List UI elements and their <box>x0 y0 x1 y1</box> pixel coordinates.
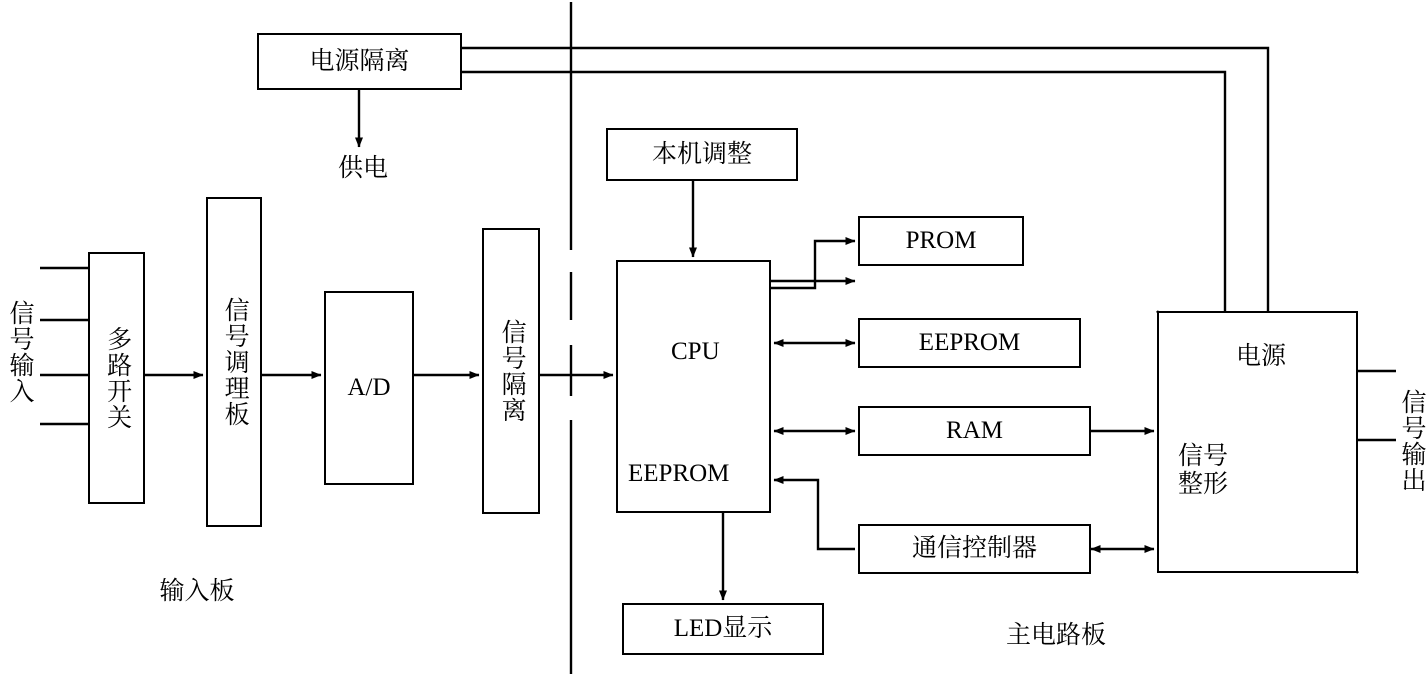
block-prom[interactable] <box>858 216 1024 266</box>
signal-input-note: 信号输入 <box>6 300 33 404</box>
block-communication-controller[interactable] <box>858 524 1091 574</box>
power-label: 电源 <box>1236 343 1287 370</box>
block-label: 通信控制器 <box>911 535 1037 562</box>
cpu-label: CPU <box>671 338 720 365</box>
signal-output-note: 信号输出 <box>1398 389 1425 493</box>
input-board-note: 输入板 <box>159 578 235 605</box>
block-label: EEPROM <box>918 329 1021 356</box>
block-label: 信号调理板 <box>221 297 249 427</box>
block-signal-conditioning-board[interactable] <box>206 197 262 527</box>
block-label: PROM <box>905 227 977 254</box>
cpu-eeprom-label: EEPROM <box>628 460 730 487</box>
power-supply-note: 供电 <box>337 155 388 182</box>
block-label: RAM <box>946 417 1003 444</box>
signal-shaping-label: 信号整形 <box>1178 443 1229 498</box>
block-signal-isolation[interactable] <box>482 228 540 514</box>
block-eeprom[interactable] <box>858 318 1081 368</box>
block-label: 信号隔离 <box>498 319 526 423</box>
block-local-adjust[interactable] <box>606 128 798 181</box>
block-label: 多路开关 <box>103 326 131 430</box>
block-label: LED显示 <box>673 615 773 642</box>
block-label: 电源隔离 <box>309 47 410 75</box>
block-label: A/D <box>347 374 391 401</box>
block-label: 本机调整 <box>651 140 752 168</box>
block-ad-converter[interactable] <box>324 291 414 485</box>
block-ram[interactable] <box>858 406 1091 456</box>
block-led-display[interactable] <box>622 603 824 655</box>
block-multiplex-switch[interactable] <box>88 252 145 504</box>
block-power-isolation[interactable] <box>257 33 462 90</box>
main-board-note: 主电路板 <box>1005 622 1106 649</box>
